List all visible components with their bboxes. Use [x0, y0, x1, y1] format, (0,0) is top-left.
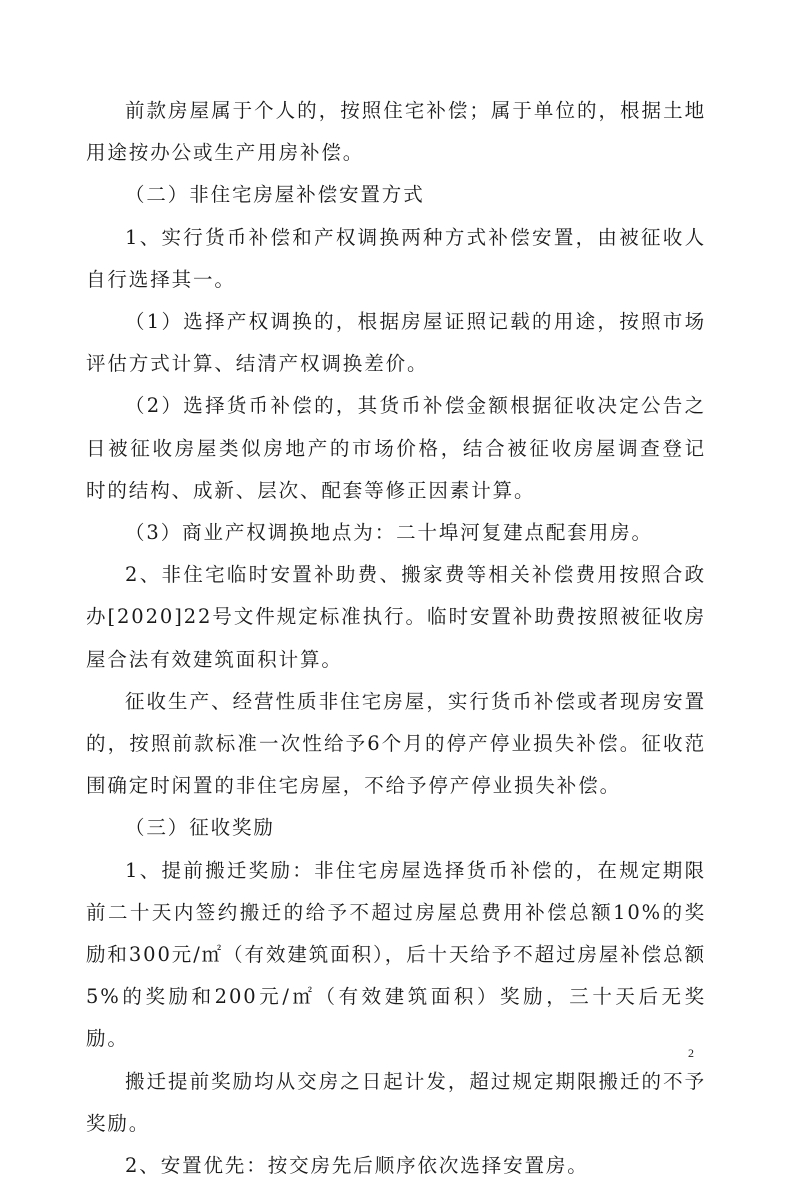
- paragraph-reward-calculation: 搬迁提前奖励均从交房之日起计发，超过规定期限搬迁的不予奖励。: [86, 1069, 706, 1135]
- document-body: [86, 90, 706, 1187]
- paragraph-temporary-subsidy: 2、非住宅临时安置补助费、搬家费等相关补偿费用按照合政办[2020]22号文件规定标准执行。临时安置补助费按照被征收房屋合法有效建筑面积计算。: [86, 563, 706, 671]
- paragraph-property-exchange: （1）选择产权调换的，根据房屋证照记载的用途，按照市场评估方式计算、结清产权调换差价。: [86, 310, 706, 376]
- page-number: 2: [688, 1046, 694, 1060]
- paragraph-business-loss: 征收生产、经营性质非住宅房屋，实行货币补偿或者现房安置的，按照前款标准一次性给予6个月的停产停业损失补偿。征收范围确定时闲置的非住宅房屋，不给予停产停业损失补偿。: [86, 689, 706, 798]
- paragraph-placement-priority: 2、安置优先：按交房先后顺序依次选择安置房。: [125, 1154, 589, 1178]
- section-heading-non-residential: （二）非住宅房屋补偿安置方式: [125, 183, 425, 207]
- paragraph-early-relocation-reward: 1、提前搬迁奖励：非住宅房屋选择货币补偿的，在规定期限前二十天内签约搬迁的给予不超过房屋总费用补偿总额10%的奖励和300元/㎡（有效建筑面积），后十天给予不超过房屋补偿总额5%的奖励和200元/㎡（有效建筑面积）奖励，三十天后无奖励。: [86, 858, 706, 1051]
- paragraph-exchange-location: （3）商业产权调换地点为：二十埠河复建点配套用房。: [125, 521, 653, 545]
- paragraph-ownership-compensation: 前款房屋属于个人的，按照住宅补偿；属于单位的，根据土地用途按办公或生产用房补偿。: [86, 99, 706, 165]
- paragraph-monetary-compensation: （2）选择货币补偿的，其货币补偿金额根据征收决定公告之日被征收房屋类似房地产的市场价格，结合被征收房屋调查登记时的结构、成新、层次、配套等修正因素计算。: [86, 394, 706, 502]
- section-heading-incentives: （三）征收奖励: [125, 816, 275, 840]
- paragraph-compensation-methods: 1、实行货币补偿和产权调换两种方式补偿安置，由被征收人自行选择其一。: [86, 225, 706, 291]
